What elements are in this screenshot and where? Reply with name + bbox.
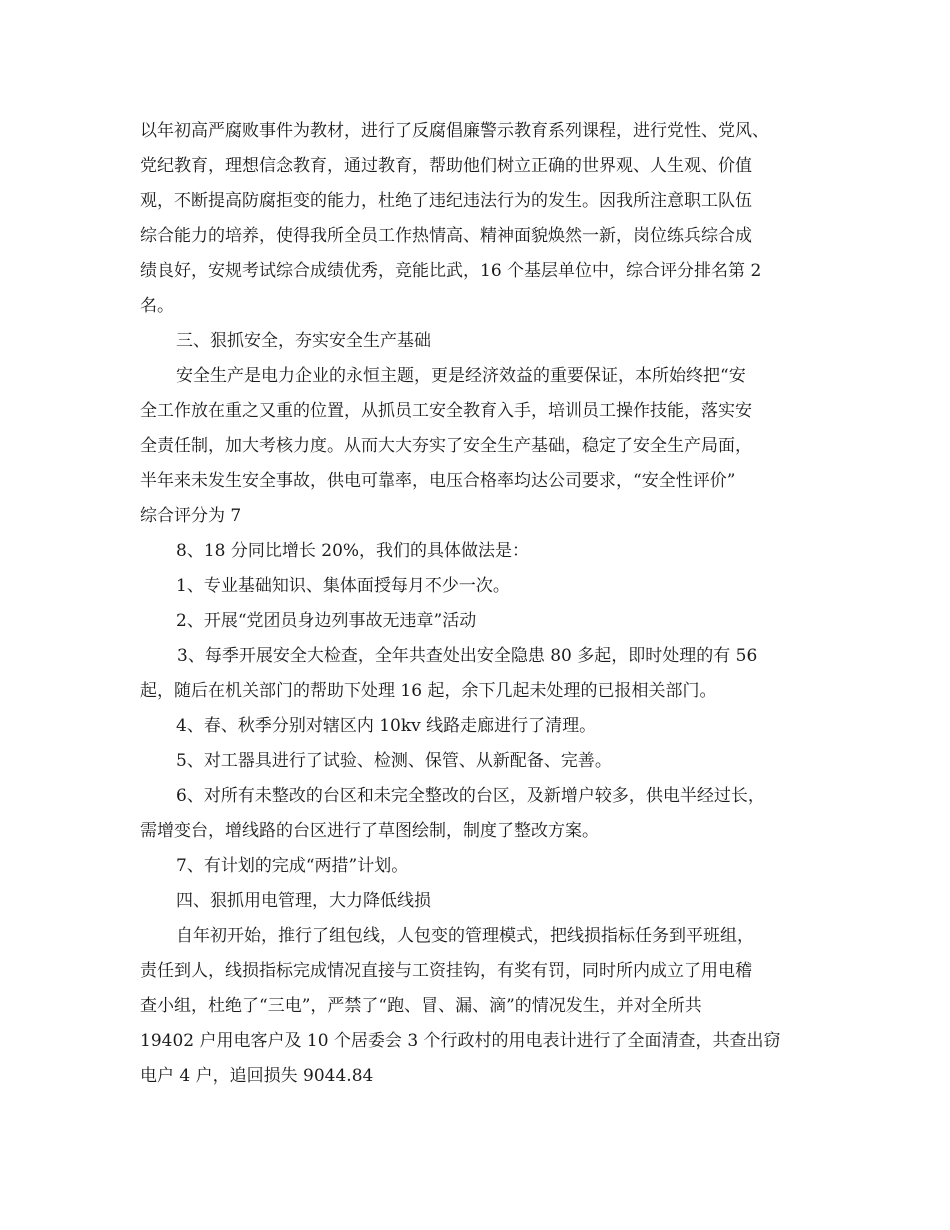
section-heading: 三、狠抓安全，夯实安全生产基础 [176, 331, 431, 351]
text-line: 半年来未发生安全事故，供电可靠率，电压合格率均达公司要求，“安全性评价” [140, 471, 736, 491]
list-item: 6、对所有未整改的台区和未完全整改的台区，及新增户较多，供电半经过长， [176, 786, 765, 806]
text-line: 查小组，杜绝了“三电”，严禁了“跑、冒、漏、滴”的情况发生，并对全所共 [140, 996, 702, 1016]
text-line: 自年初开始，推行了组包线，人包变的管理模式，把线损指标任务到平班组， [176, 926, 754, 946]
text-line: 观，不断提高防腐拒变的能力，杜绝了违纪违法行为的发生。因我所注意职工队伍 [140, 191, 752, 211]
document-body [140, 114, 830, 1094]
text-line: 19402 户用电客户及 10 个居委会 3 个行政村的用电表计进行了全面清查，共查出窃 [140, 1031, 781, 1051]
text-line: 综合评分为 7 [140, 506, 242, 526]
text-line: 电户 4 户，追回损失 9044.84 [140, 1066, 374, 1086]
text-line: 责任到人，线损指标完成情况直接与工资挂钩，有奖有罚，同时所内成立了用电稽 [140, 961, 752, 981]
text-line: 名。 [140, 296, 174, 316]
list-item: 1、专业基础知识、集体面授每月不少一次。 [176, 576, 510, 596]
text-line: 绩良好，安规考试综合成绩优秀，竞能比武，16 个基层单位中，综合评分排名第 2 [140, 261, 762, 281]
text-line: 需增变台，增线路的台区进行了草图绘制，制度了整改方案。 [140, 821, 599, 841]
text-line: 全工作放在重之又重的位置，从抓员工安全教育入手，培训员工操作技能，落实安 [140, 401, 752, 421]
text-line: 全责任制，加大考核力度。从而大大夯实了安全生产基础，稳定了安全生产局面， [140, 436, 752, 456]
text-line: 综合能力的培养，使得我所全员工作热情高、精神面貌焕然一新，岗位练兵综合成 [140, 226, 752, 246]
list-item: 3、每季开展安全大检查，全年共查处出安全隐患 80 多起，即时处理的有 56 [177, 646, 758, 666]
section-heading: 四、狠抓用电管理，大力降低线损 [176, 891, 431, 911]
text-line: 8、18 分同比增长 20%，我们的具体做法是： [176, 541, 530, 561]
text-line: 安全生产是电力企业的永恒主题，更是经济效益的重要保证，本所始终把“安 [176, 366, 746, 386]
text-line: 起，随后在机关部门的帮助下处理 16 起，余下几起未处理的已报相关部门。 [140, 681, 717, 701]
text-line: 党纪教育，理想信念教育，通过教育，帮助他们树立正确的世界观、人生观、价值 [140, 156, 752, 176]
list-item: 5、对工器具进行了试验、检测、保管、从新配备、完善。 [176, 751, 612, 771]
list-item: 4、春、秋季分别对辖区内 10kv 线路走廊进行了清理。 [176, 716, 597, 736]
list-item: 2、开展“党团员身边列事故无违章”活动 [176, 611, 477, 631]
list-item: 7、有计划的完成“两措”计划。 [176, 856, 409, 876]
text-line: 以年初高严腐败事件为教材，进行了反腐倡廉警示教育系列课程，进行党性、党风、 [140, 121, 769, 141]
